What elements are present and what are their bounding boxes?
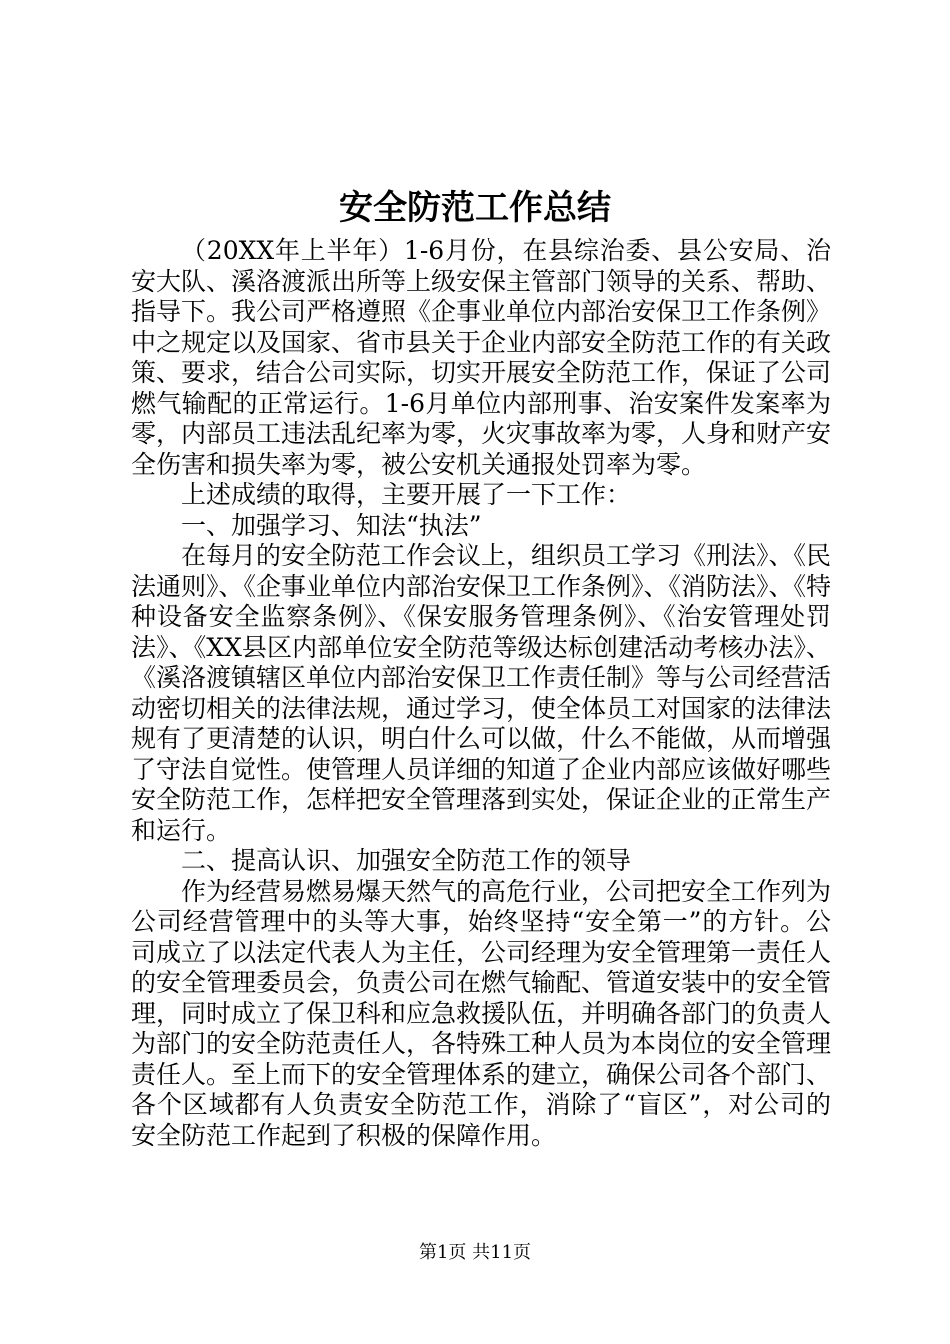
section-heading-2: 二、提高认识、加强安全防范工作的领导 [181,846,632,875]
document-title: 安全防范工作总结 [339,188,611,228]
page-footer: 第1页 共11页 [418,1242,532,1263]
paragraph-section-2: 作为经营易燃易爆天然气的高危行业，公司把安全工作列为公司经营管理中的头等大事，始终坚持“安全第一”的方针。公司成立了以法定代表人为主任，公司经理为安全管理第一责任人的安全管理委员会，负责公司在燃气输配、管道安装中的安全管理，同时成立了保卫科和应急救援队伍，并明确各部门的负责人为部门的安全防范责任人，各特殊工种人员为本岗位的安全管理责任人。至上而下的安全管理体系的建立，确保公司各个部门、各个区域都有人负责安全防范工作，消除了“盲区”，对公司的安全防范工作起到了积极的保障作用。 [131,876,832,1150]
paragraph-section-1: 在每月的安全防范工作会议上，组织员工学习《刑法》、《民法通则》、《企事业单位内部治安保卫工作条例》、《消防法》、《特种设备安全监察条例》、《保安服务管理条例》、《治安管理处罚法》、《XX县区内部单位安全防范等级达标创建活动考核办法》、《溪洛渡镇辖区单位内部治安保卫工作责任制》等与公司经营活动密切相关的法律法规，通过学习，使全体员工对国家的法律法规有了更清楚的认识，明白什么可以做，什么不能做，从而增强了守法自觉性。使管理人员详细的知道了企业内部应该做好哪些安全防范工作，怎样把安全管理落到实处，保证企业的正常生产和运行。 [131,541,832,845]
paragraph-summary-lead: 上述成绩的取得，主要开展了一下工作： [181,480,632,509]
paragraph-intro: （20XX年上半年）1-6月份，在县综治委、县公安局、治安大队、溪洛渡派出所等上级安保主管部门领导的关系、帮助、指导下。我公司严格遵照《企事业单位内部治安保卫工作条例》中之规定以及国家、省市县关于企业内部安全防范工作的有关政策、要求，结合公司实际，切实开展安全防范工作，保证了公司燃气输配的正常运行。1-6月单位内部刑事、治安案件发案率为零，内部员工违法乱纪率为零，火灾事故率为零，人身和财产安全伤害和损失率为零，被公安机关通报处罚率为零。 [131,236,832,479]
section-heading-1: 一、加强学习、知法“执法” [181,510,482,540]
document-body [131,236,831,1151]
